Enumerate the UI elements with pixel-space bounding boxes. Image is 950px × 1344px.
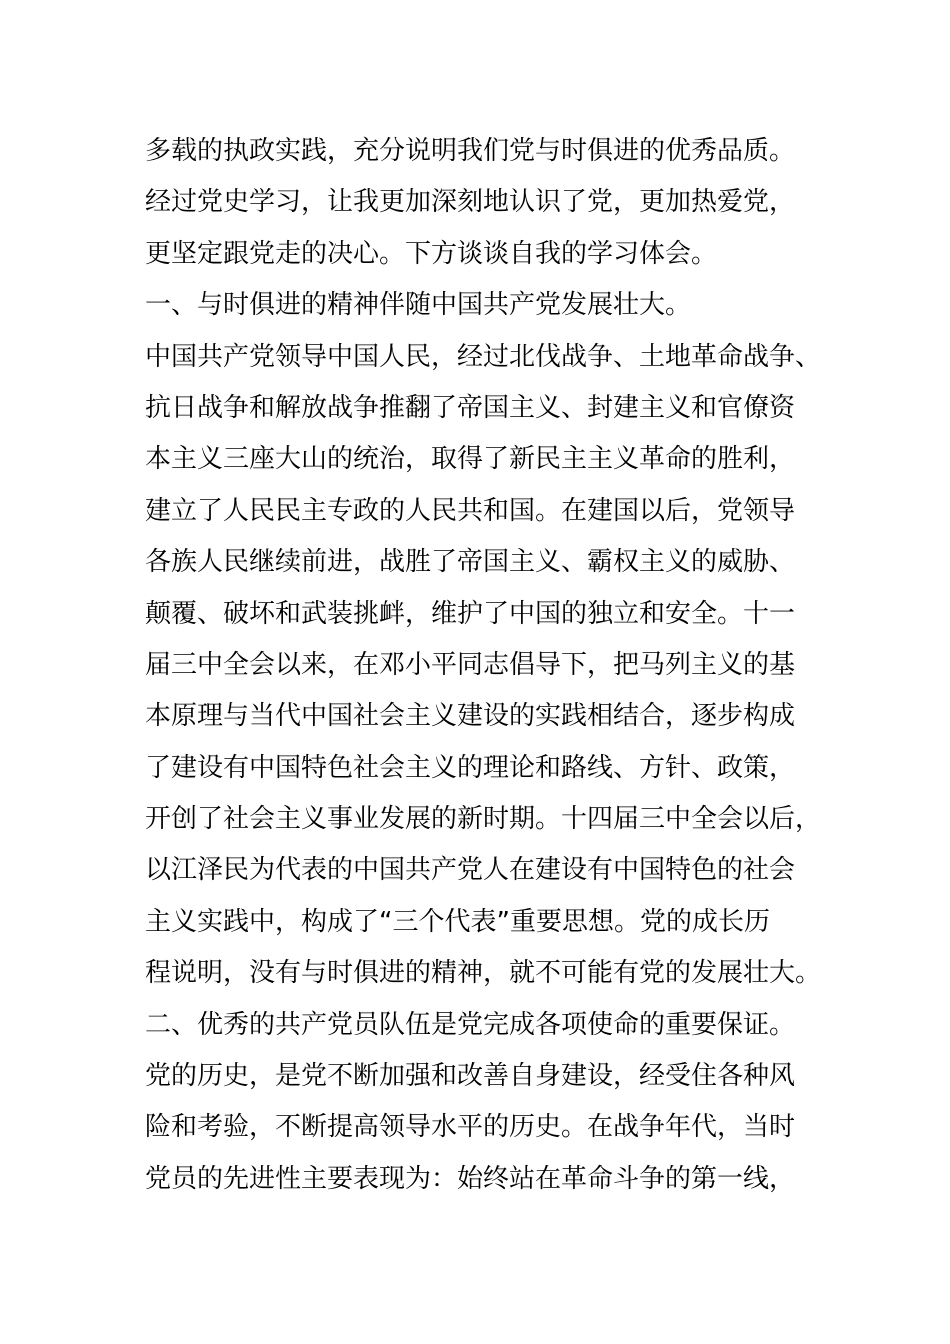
- text-line-21: 党员的先进性主要表现为：始终站在革命斗争的第一线，: [145, 1163, 796, 1194]
- text-line-19: 党的历史，是党不断加强和改善自身建设，经受住各种风: [145, 1061, 796, 1092]
- section-heading-1: 一、与时俱进的精神伴随中国共产党发展壮大。: [145, 290, 692, 321]
- text-line-1: 多载的执政实践，充分说明我们党与时俱进的优秀品质。: [145, 136, 796, 166]
- document-body: [145, 126, 825, 1205]
- text-line-14: 开创了社会主义事业发展的新时期。十四届三中全会以后，: [145, 804, 822, 835]
- text-line-3: 更坚定跟党走的决心。下方谈谈自我的学习体会。: [145, 238, 718, 269]
- text-line-16: 主义实践中，构成了“三个代表”重要思想。党的成长历: [145, 906, 770, 937]
- text-line-20: 险和考验，不断提高领导水平的历史。在战争年代，当时: [145, 1112, 796, 1143]
- text-line-17: 程说明，没有与时俱进的精神，就不可能有党的发展壮大。: [145, 958, 822, 989]
- text-line-5: 中国共产党领导中国人民，经过北伐战争、土地革命战争、: [145, 341, 822, 372]
- text-line-7: 本主义三座大山的统治，取得了新民主主义革命的胜利，: [145, 444, 796, 475]
- text-line-10: 颠覆、破坏和武装挑衅，维护了中国的独立和安全。十一: [145, 598, 796, 629]
- section-heading-2: 二、优秀的共产党员队伍是党完成各项使命的重要保证。: [145, 1009, 796, 1040]
- text-line-9: 各族人民继续前进，战胜了帝国主义、霸权主义的威胁、: [145, 547, 796, 578]
- text-line-8: 建立了人民民主专政的人民共和国。在建国以后，党领导: [145, 495, 796, 526]
- text-line-15: 以江泽民为代表的中国共产党人在建设有中国特色的社会: [145, 855, 796, 886]
- text-line-6: 抗日战争和解放战争推翻了帝国主义、封建主义和官僚资: [145, 392, 796, 423]
- text-line-12: 本原理与当代中国社会主义建设的实践相结合，逐步构成: [145, 701, 796, 732]
- text-line-11: 届三中全会以来，在邓小平同志倡导下，把马列主义的基: [145, 649, 796, 680]
- text-line-2: 经过党史学习，让我更加深刻地认识了党，更加热爱党，: [145, 187, 796, 218]
- text-line-13: 了建设有中国特色社会主义的理论和路线、方针、政策，: [145, 752, 796, 783]
